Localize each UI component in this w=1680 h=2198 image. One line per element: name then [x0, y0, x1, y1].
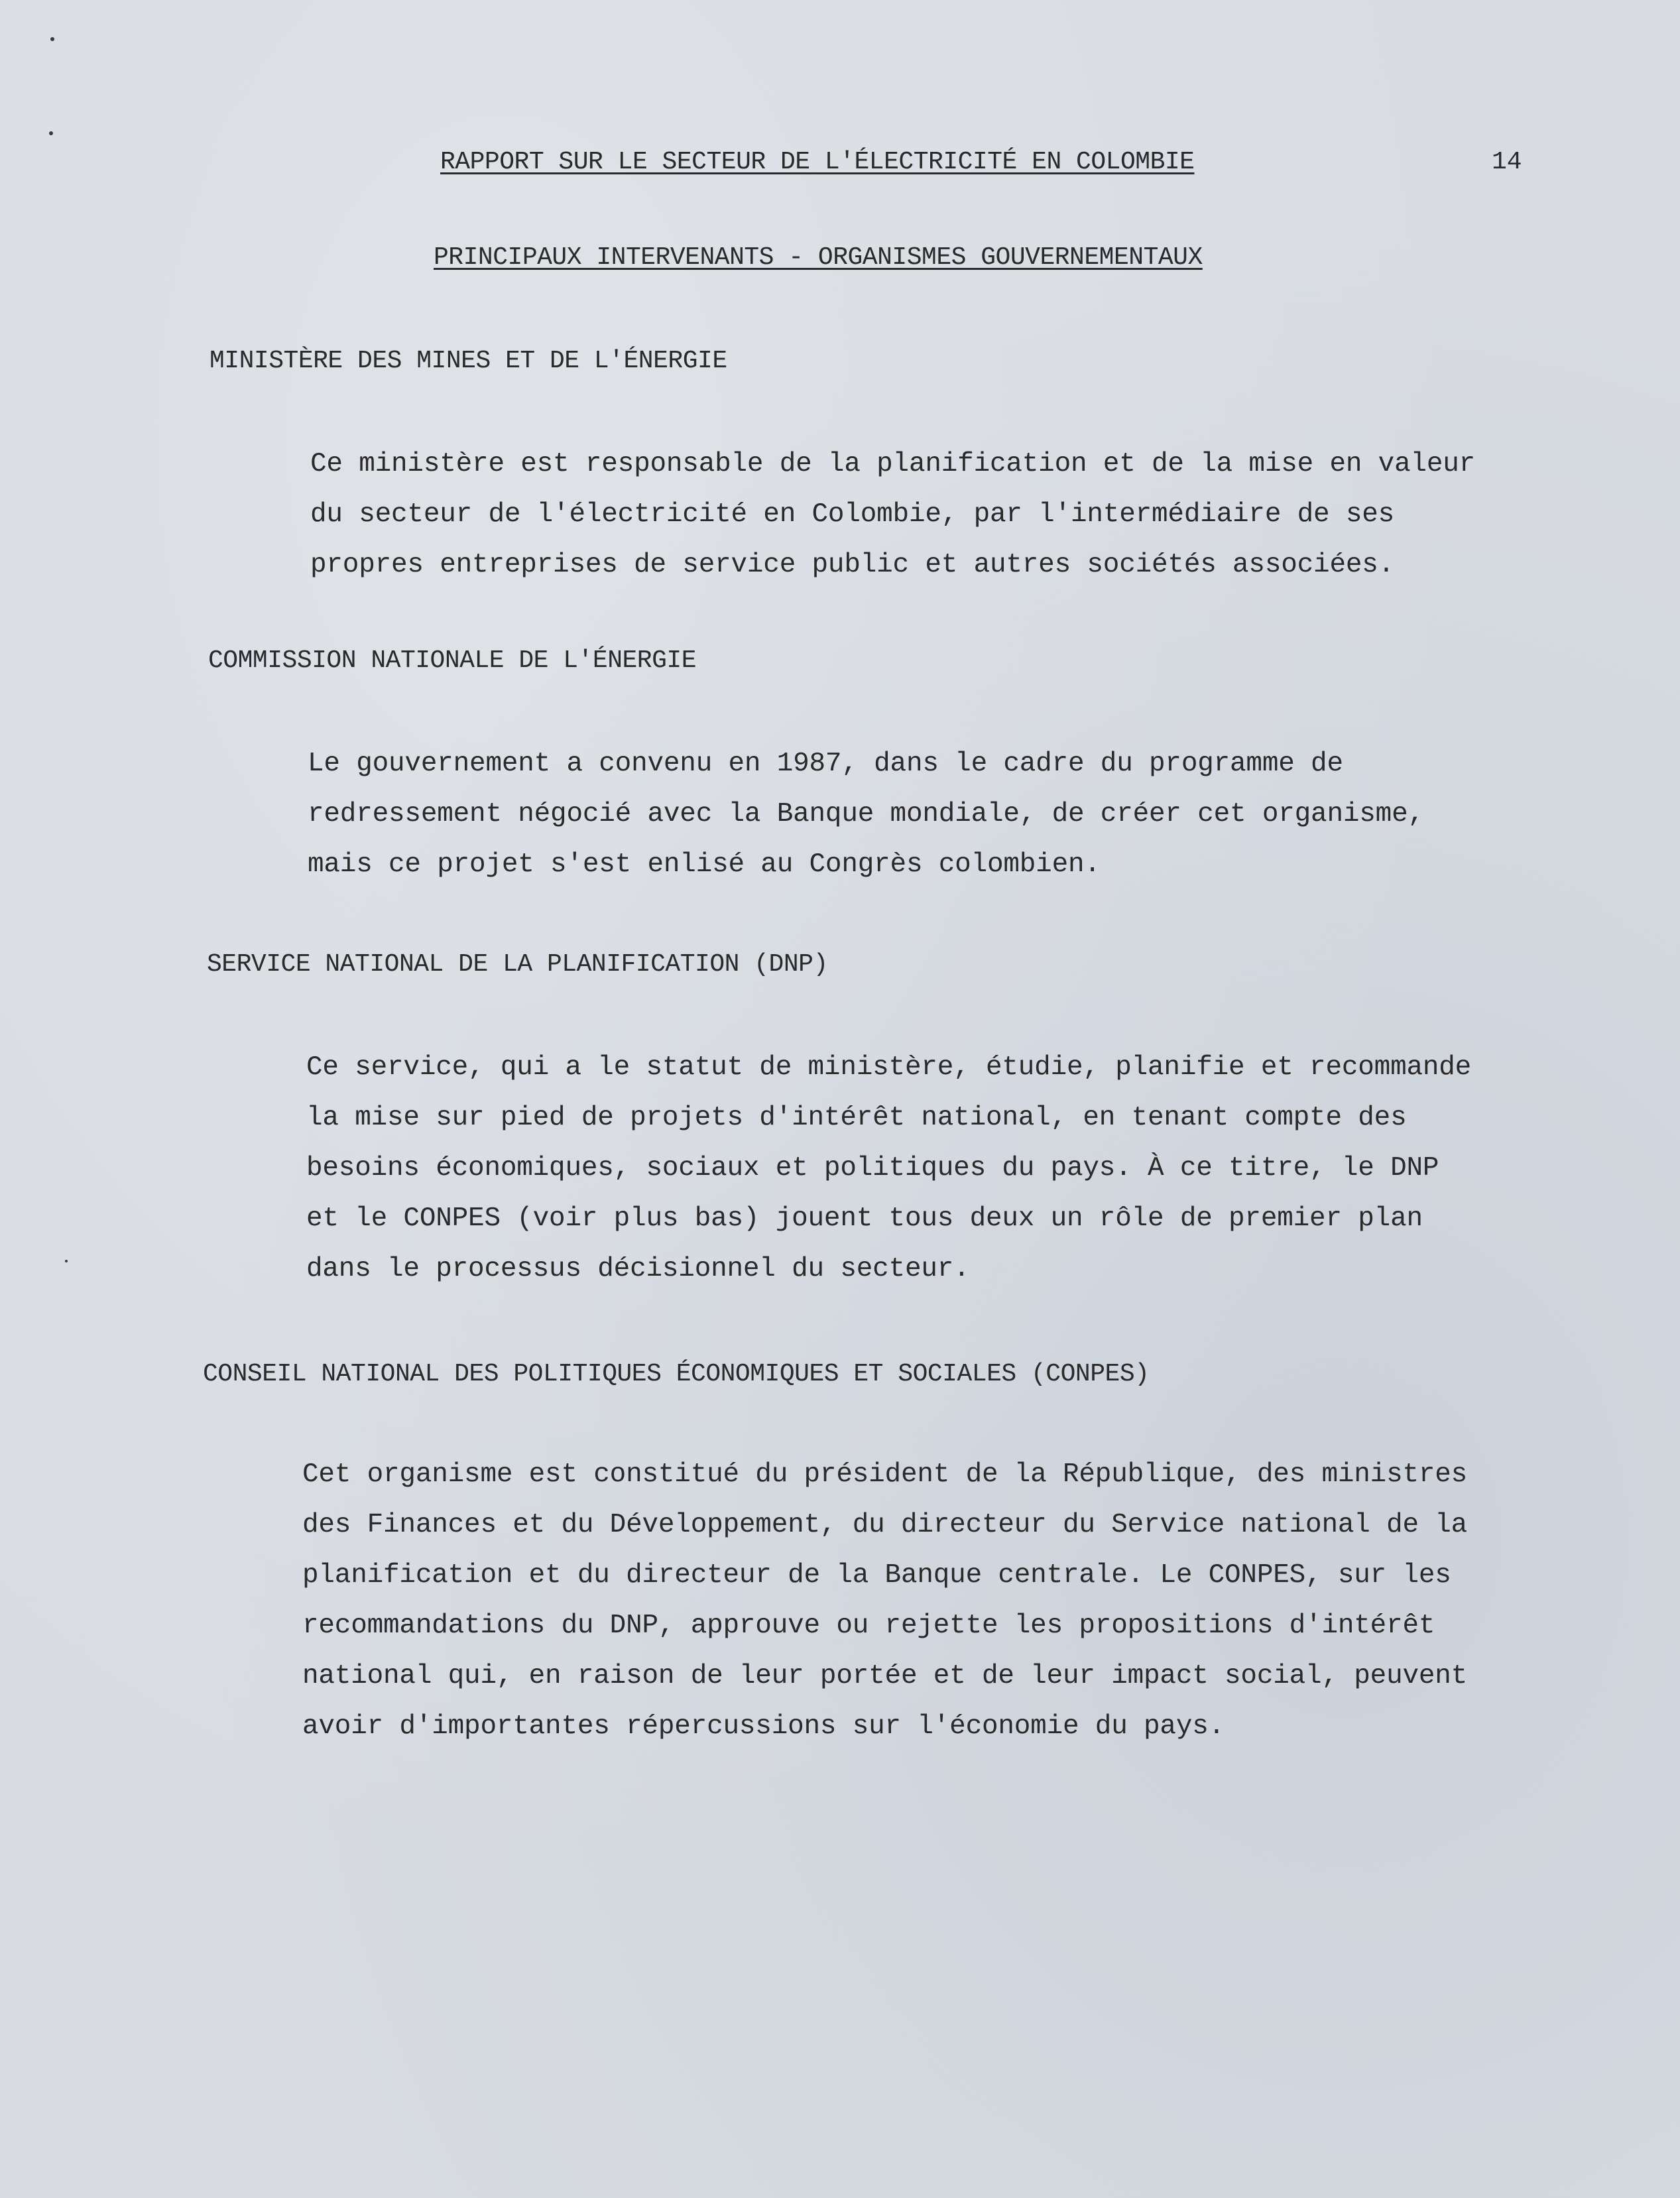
section-heading-ministere: MINISTÈRE DES MINES ET DE L'ÉNERGIE — [210, 347, 727, 375]
section-heading-commission: COMMISSION NATIONALE DE L'ÉNERGIE — [208, 646, 697, 675]
section-heading-dnp: SERVICE NATIONAL DE LA PLANIFICATION (DNP) — [207, 950, 828, 979]
section-heading-conpes: CONSEIL NATIONAL DES POLITIQUES ÉCONOMIQUES ET SOCIALES (CONPES) — [203, 1360, 1150, 1388]
running-title: RAPPORT SUR LE SECTEUR DE L'ÉLECTRICITÉ EN COLOMBIE — [440, 148, 1195, 176]
page-number: 14 — [1492, 148, 1522, 176]
scan-speck — [50, 37, 54, 41]
scan-speck — [49, 131, 53, 135]
section-body-conpes: Cet organisme est constitué du président de la République, des ministres des Finances et du Développement, du directeur du Service national de la planification et du directeur de la Banque centrale. Le CONPES, sur les recommandations du DNP, approuve ou rejette les propositions d'intérêt national qui, en raison de leur portée et de leur impact social, peuvent avoir d'importantes répercussions sur l'économie du pays. — [302, 1459, 1468, 1742]
section-body-commission: Le gouvernement a convenu en 1987, dans le cadre du programme de redressement négocié avec la Banque mondiale, de créer cet organisme, mais ce projet s'est enlisé au Congrès colombien. — [308, 749, 1424, 880]
section-body-ministere: Ce ministère est responsable de la planification et de la mise en valeur du secteur de l'électricité en Colombie, par l'intermédiaire de ses propres entreprises de service public et autres sociétés associées. — [310, 449, 1476, 580]
scan-speck — [65, 1260, 68, 1262]
page-subtitle: PRINCIPAUX INTERVENANTS - ORGANISMES GOUVERNEMENTAUX — [434, 243, 1203, 272]
section-body-dnp: Ce service, qui a le statut de ministère, étudie, planifie et recommande la mise sur pied de projets d'intérêt national, en tenant compte des besoins économiques, sociaux et politiques du pays. À ce titre, le DNP et le CONPES (voir plus bas) jouent tous deux un rôle de premier plan dans le processus décisionnel du secteur. — [306, 1052, 1472, 1284]
